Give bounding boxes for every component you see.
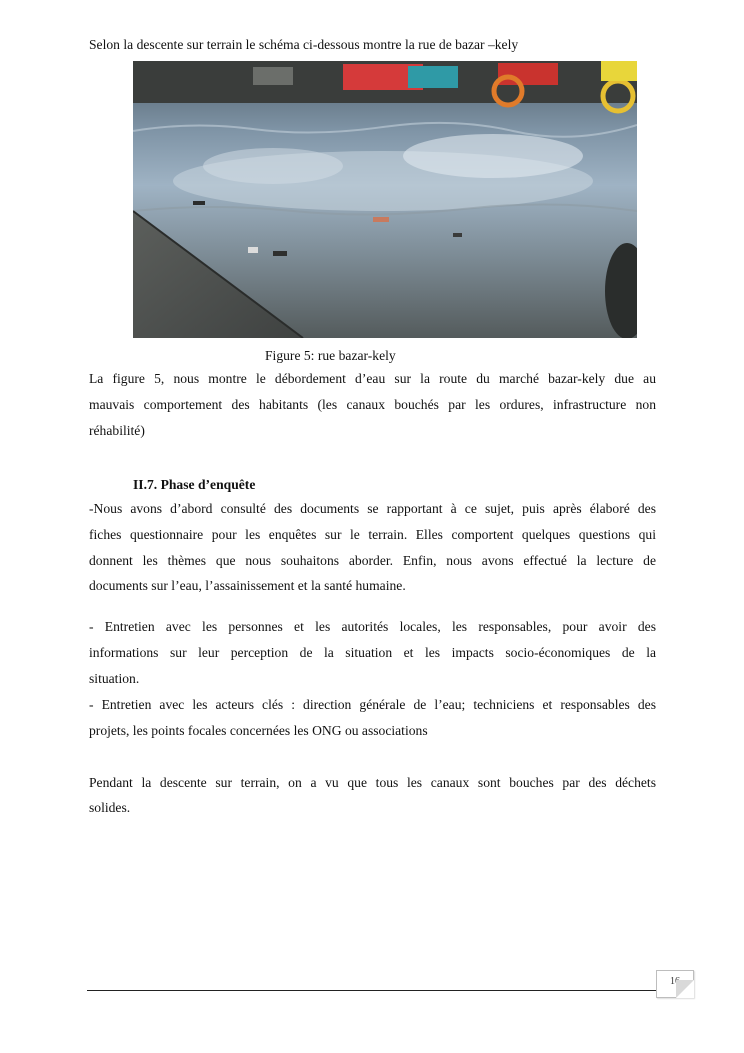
paragraph-line: solides. bbox=[89, 800, 131, 815]
figure-photo bbox=[133, 61, 637, 338]
paragraph-line: fiches questionnaire pour les enquêtes sur le terrain. Elles comportent quelques questions qui bbox=[89, 527, 656, 542]
paragraph-line: La figure 5, nous montre le débordement d’eau sur la route du marché bazar-kely due au bbox=[89, 371, 656, 386]
intro-text: Selon la descente sur terrain le schéma ci-dessous montre la rue de bazar –kely bbox=[89, 37, 519, 52]
page-number: 16 bbox=[670, 976, 680, 987]
paragraph-line: Pendant la descente sur terrain, on a vu que tous les canaux sont bouches par des déchets bbox=[89, 775, 656, 790]
paragraph-line: réhabilité) bbox=[89, 423, 145, 438]
paragraph-line: -Nous avons d’abord consulté des documents se rapportant à ce sujet, puis après élaboré des bbox=[89, 501, 656, 516]
page-number-box bbox=[656, 970, 694, 998]
paragraph-line: projets, les points focales concernées les ONG ou associations bbox=[89, 723, 428, 738]
footer-rule bbox=[87, 990, 693, 991]
paragraph-line: mauvais comportement des habitants (les canaux bouchés par les ordures, infrastructure non bbox=[89, 397, 656, 412]
paragraph-line: donnent les thèmes que nous souhaitons aborder. Enfin, nous avons effectué la lecture de bbox=[89, 553, 656, 568]
paragraph-line: situation. bbox=[89, 671, 140, 686]
paragraph-line: - Entretien avec les personnes et les autorités locales, les responsables, pour avoir des bbox=[89, 619, 656, 634]
page-fold-icon bbox=[676, 980, 694, 998]
figure-caption: Figure 5: rue bazar-kely bbox=[265, 348, 396, 363]
paragraph-line: - Entretien avec les acteurs clés : direction générale de l’eau; techniciens et responsables des bbox=[89, 697, 656, 712]
paragraph-line: documents sur l’eau, l’assainissement et la santé humaine. bbox=[89, 578, 406, 593]
section-heading: II.7. Phase d’enquête bbox=[133, 477, 256, 492]
paragraph-line: informations sur leur perception de la situation et les impacts socio-économiques de la bbox=[89, 645, 656, 660]
